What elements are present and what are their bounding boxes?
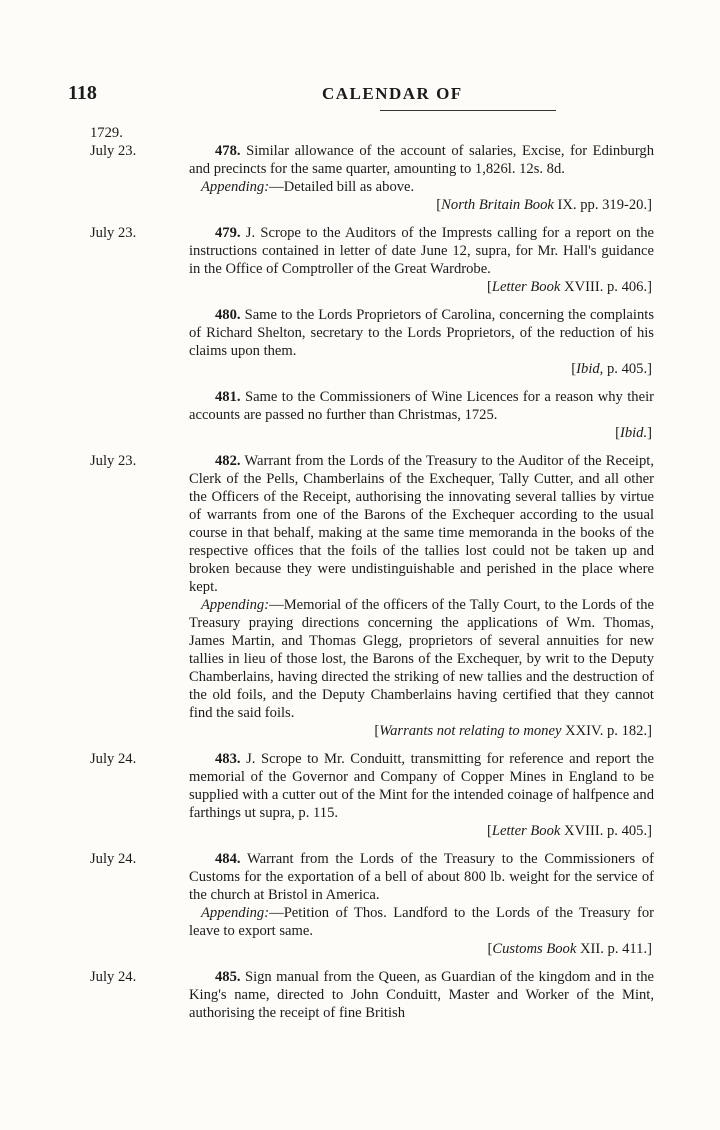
- source-reference: [Warrants not relating to money XXIV. p. 182.]: [374, 723, 652, 739]
- entry-482: [90, 452, 654, 740]
- source-reference: [Customs Book XII. p. 411.]: [487, 941, 652, 957]
- source-reference: [Ibid.]: [615, 425, 652, 441]
- entry-479: [90, 224, 654, 296]
- entry-body: J. Scrope to the Auditors of the Imprests calling for a report on the instructions contained in letter of date June 12, supra, for Mr. Hall's guidance in the Office of Comptroller of the Great Wardrobe.: [189, 225, 654, 277]
- appending-label: Appending:: [201, 179, 270, 195]
- ref-title: Customs Book: [492, 941, 577, 957]
- ref-detail: XXIV. p. 182.: [565, 723, 648, 739]
- entry-body: Similar allowance of the account of salaries, Excise, for Edinburgh and precincts for the same quarter, amounting to 1,826l. 12s. 8d.: [189, 143, 655, 177]
- entry-number: 479.: [215, 225, 241, 241]
- source-reference: [North Britain Book IX. pp. 319-20.]: [436, 197, 652, 213]
- entry-date: July 23.: [90, 225, 137, 241]
- ref-detail: XVIII. p. 406.: [564, 279, 648, 295]
- entry-number: 480.: [215, 307, 241, 323]
- entry-text: [189, 850, 654, 904]
- entry-body: J. Scrope to Mr. Conduitt, transmitting for reference and report the memorial of the Governor and Company of Copper Mines in England to be supplied with a cutter out of the Mint for the intended coinage of halfpence and farthings ut supra, p. 115.: [189, 751, 654, 821]
- entry-body: Same to the Lords Proprietors of Carolina, concerning the complaints of Richard Shelton, secretary to the Lords Proprietors, of the reduction of his claims upon them.: [189, 307, 654, 359]
- ref-title: Letter Book: [491, 823, 561, 839]
- ref-detail: XII. p. 411.: [579, 941, 648, 957]
- entry-date: July 23.: [90, 453, 137, 469]
- entry-number: 484.: [215, 851, 241, 867]
- entry-number: 482.: [215, 453, 241, 469]
- ref-title: Ibid,: [576, 361, 604, 377]
- entry-text: [189, 306, 654, 360]
- entry-date: July 24.: [90, 751, 137, 767]
- entry-number: 483.: [215, 751, 241, 767]
- entry-485: [90, 968, 654, 1022]
- entry-body: Warrant from the Lords of the Treasury to the Commissioners of Customs for the exportation of a bell of about 800 lb. weight for the service of the church at Bristol in America.: [189, 851, 654, 903]
- appending-note: [189, 178, 654, 196]
- entry-number: 478.: [215, 143, 241, 159]
- ref-title: Letter Book: [491, 279, 561, 295]
- appending-text: —Petition of Thos. Landford to the Lords of the Treasury for leave to export same.: [189, 905, 654, 939]
- ref-detail: XVIII. p. 405.: [564, 823, 648, 839]
- calendar-body: [90, 124, 654, 1032]
- entry-text: [189, 968, 654, 1022]
- entry-text: [189, 750, 654, 822]
- header-rule: [380, 110, 556, 111]
- appending-text: —Memorial of the officers of the Tally Court, to the Lords of the Treasury praying directions concerning the applications of Wm. Thomas, James Martin, and Thomas Glegg, proprietors of several annuities for new tallies in lieu of those lost, the Barons of the Exchequer, by writ to the Deputy Chamberlains, having directed the striking of new tallies and the destruction of the old foils, and the Deputy Chamberlains having certified that they cannot find the said foils.: [189, 597, 654, 721]
- entry-484: [90, 850, 654, 958]
- source-reference: [Letter Book XVIII. p. 406.]: [487, 279, 652, 295]
- ref-detail: p. 405.: [606, 361, 648, 377]
- entry-number: 485.: [215, 969, 241, 985]
- appending-label: Appending:: [201, 597, 270, 613]
- page-number: 118: [68, 82, 97, 104]
- ref-title: Warrants not relating to money: [379, 723, 562, 739]
- appending-note: [189, 904, 654, 940]
- entry-body: Warrant from the Lords of the Treasury to the Auditor of the Receipt, Clerk of the Pells, Chamberlains of the Exchequer, Tally Cutter, and all other the Officers of the Receipt, authorising the innovating several tallies by virtue of warrants from one of the Barons of the Exchequer according to the usual course in that behalf, making at the same time memoranda in the books of the respective offices that the foils of the tallies lost could not be taken up and broken because they were undistinguishable and perished in the place where kept.: [189, 453, 654, 595]
- entry-483: [90, 750, 654, 840]
- entry-date: July 23.: [90, 143, 137, 159]
- entry-text: [189, 388, 654, 424]
- appending-text: —Detailed bill as above.: [269, 179, 415, 195]
- entry-body: Same to the Commissioners of Wine Licences for a reason why their accounts are passed no further than Christmas, 1725.: [189, 389, 654, 423]
- appending-note: [189, 596, 654, 722]
- entry-478: [90, 142, 654, 214]
- ref-detail: IX. pp. 319-20.: [557, 197, 648, 213]
- year-label: 1729.: [90, 125, 123, 141]
- entry-date: July 24.: [90, 969, 137, 985]
- entry-text: [189, 452, 654, 596]
- appending-label: Appending:: [201, 905, 270, 921]
- entry-481: [90, 388, 654, 442]
- ref-title: North Britain Book: [441, 197, 554, 213]
- page-header: [68, 82, 668, 112]
- entry-date: July 24.: [90, 851, 137, 867]
- entry-text: [189, 142, 654, 178]
- source-reference: [Ibid, p. 405.]: [571, 361, 652, 377]
- entry-480: [90, 306, 654, 378]
- running-title: CALENDAR OF: [322, 84, 463, 103]
- source-reference: [Letter Book XVIII. p. 405.]: [487, 823, 652, 839]
- entry-body: Sign manual from the Queen, as Guardian of the kingdom and in the King's name, directed to John Conduitt, Master and Worker of the Mint, authorising the receipt of fine British: [189, 969, 654, 1021]
- entry-number: 481.: [215, 389, 241, 405]
- entry-text: [189, 224, 654, 278]
- ref-title: Ibid.: [619, 425, 648, 441]
